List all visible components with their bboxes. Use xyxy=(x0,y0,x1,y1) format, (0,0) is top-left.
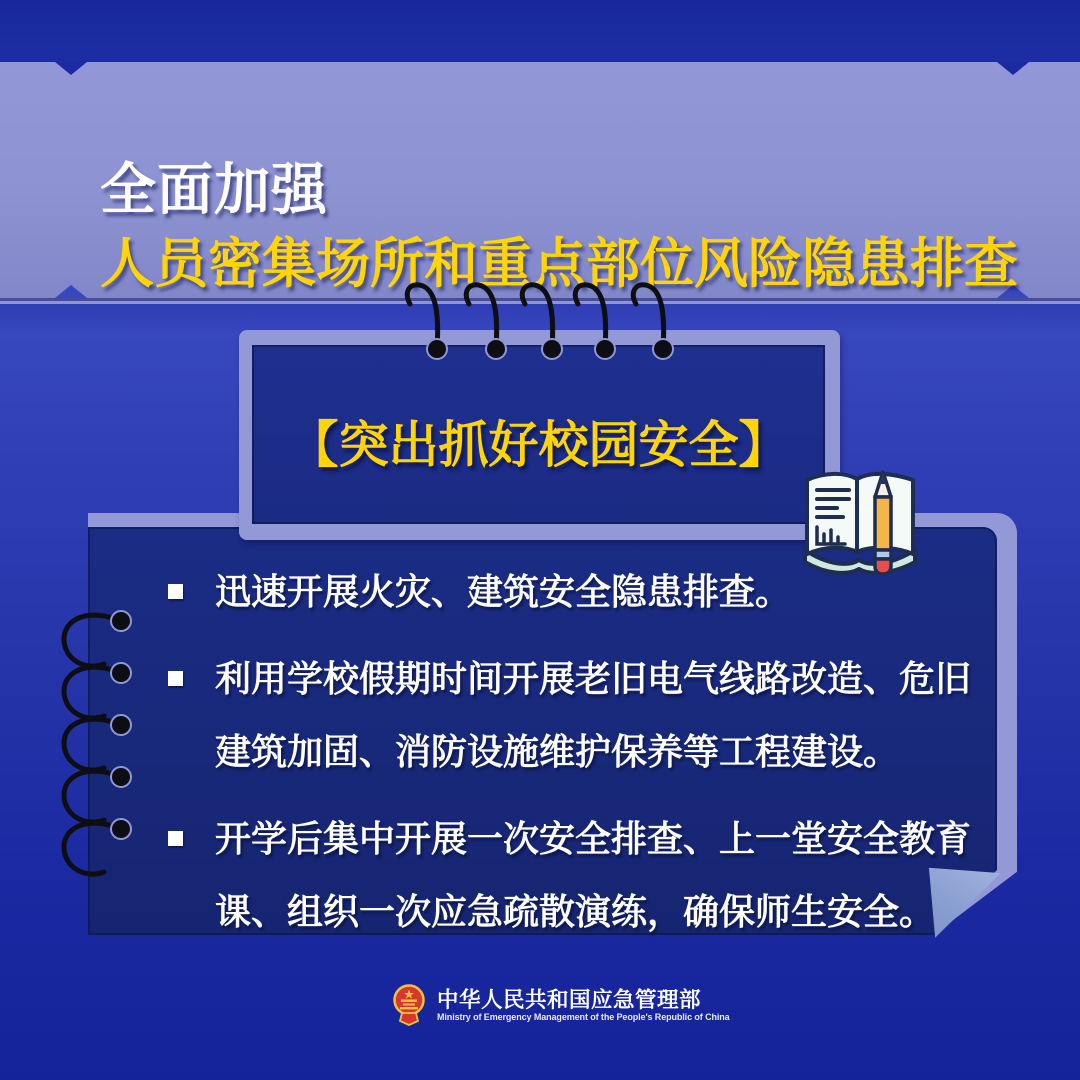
ministry-name-cn: 中华人民共和国应急管理部 xyxy=(437,988,702,1012)
banner-notch-bottom-left xyxy=(55,285,87,298)
point-text: 开学后集中开展一次安全排查、上一堂安全教育课、组织一次应急疏散演练，确保师生安全。 xyxy=(215,818,972,932)
list-item xyxy=(215,802,985,948)
notebook-card xyxy=(252,345,825,524)
square-bullet-icon xyxy=(168,671,183,686)
banner-notch-top-right xyxy=(997,62,1029,75)
section-title: 【突出抓好校园安全】 xyxy=(288,416,789,473)
poster-title-line2: 人员密集场所和重点部位风险隐患排查 xyxy=(100,234,1018,294)
square-bullet-icon xyxy=(168,831,183,846)
spiral-binding-rings-top-icon xyxy=(402,270,702,365)
ministry-name-en: Ministry of Emergency Management of the People's Republic of China xyxy=(437,1012,730,1022)
square-bullet-icon xyxy=(168,584,183,599)
list-item xyxy=(215,642,985,788)
header-banner xyxy=(0,62,1080,298)
point-text: 利用学校假期时间开展老旧电气线路改造、危旧建筑加固、消防设施维护保养等工程建设。 xyxy=(215,658,972,772)
poster-title-line1: 全面加强 xyxy=(100,158,328,221)
point-text: 迅速开展火灾、建筑安全隐患排查。 xyxy=(215,571,792,612)
open-book-pencil-icon xyxy=(797,464,923,586)
points-list xyxy=(215,555,985,962)
china-national-emblem-icon xyxy=(392,984,426,1028)
banner-notch-top-left xyxy=(55,62,87,75)
pencil-icon xyxy=(875,472,891,574)
spiral-binding-rings-left-icon xyxy=(48,594,148,884)
